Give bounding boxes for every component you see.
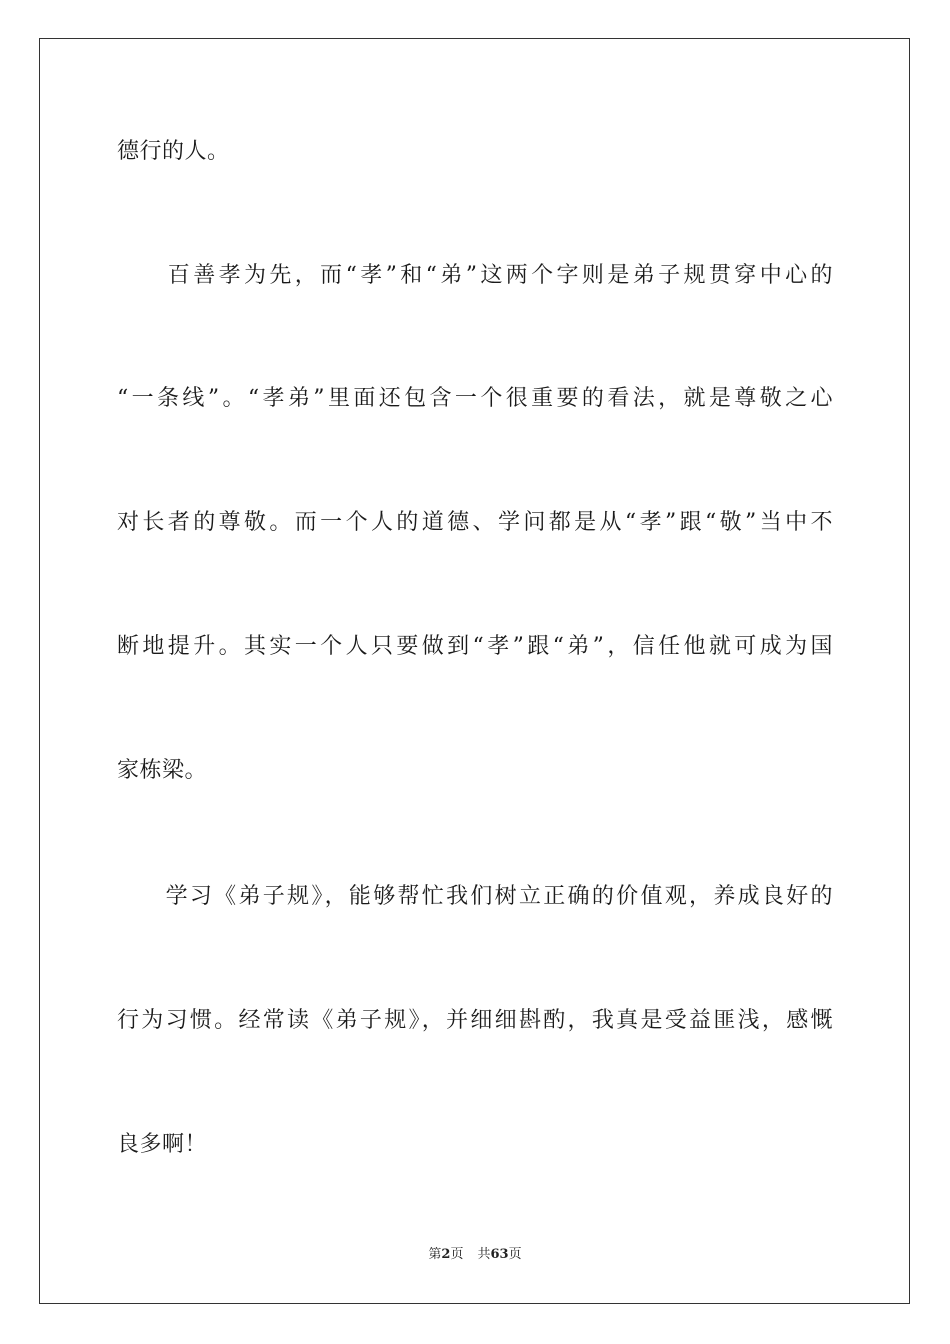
text-line: 百善孝为先，而“孝”和“弟”这两个字则是弟子规贯穿中心的 [117, 263, 833, 288]
text-line: 德行的人。 [117, 139, 230, 164]
text-line: “一条线”。“孝弟”里面还包含一个很重要的看法，就是尊敬之心 [117, 386, 833, 411]
page-number: 2 [441, 1247, 451, 1262]
text-line: 家栋梁。 [117, 758, 208, 783]
total-pages: 63 [490, 1247, 509, 1262]
text-line: 行为习惯。经常读《弟子规》，并细细斟酌，我真是受益匪浅，感慨 [117, 1008, 833, 1033]
text-line: 对长者的尊敬。而一个人的道德、学问都是从“孝”跟“敬”当中不 [117, 510, 833, 535]
page-prefix: 第 [428, 1247, 442, 1262]
text-line: 学习《弟子规》，能够帮忙我们树立正确的价值观，养成良好的 [117, 884, 833, 909]
page-suffix: 页 [450, 1247, 464, 1262]
text-line: 良多啊！ [117, 1132, 208, 1157]
page-border [39, 38, 910, 1304]
text-line: 断地提升。其实一个人只要做到“孝”跟“弟”，信任他就可成为国 [117, 634, 833, 659]
total-suffix: 页 [508, 1247, 522, 1262]
total-prefix: 共 [477, 1247, 491, 1262]
page-footer [0, 1246, 950, 1264]
